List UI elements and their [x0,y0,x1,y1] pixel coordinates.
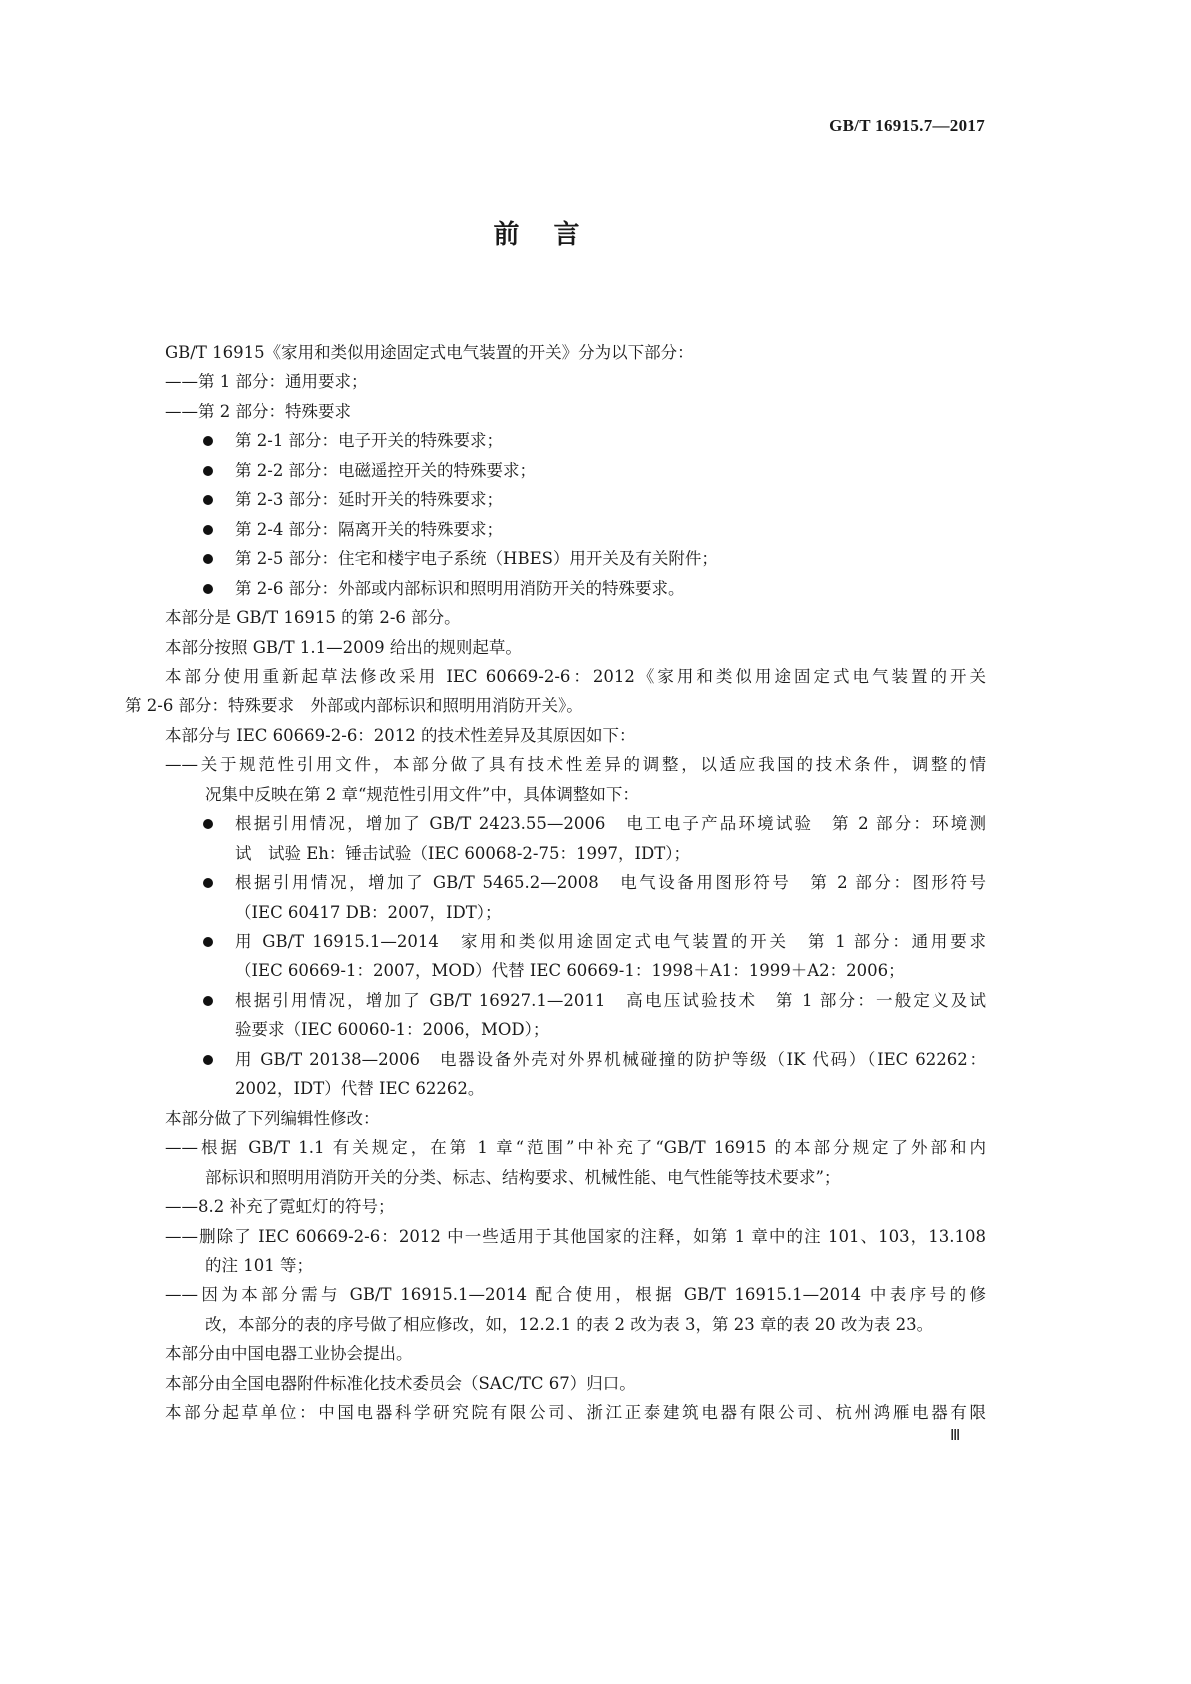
list-item-text: 用 GB/T 20138—2006 电器设备外壳对外界机械碰撞的防护等级（IK 代码）（IEC 62262： [235,1049,986,1069]
paragraph-line: ——关于规范性引用文件，本部分做了具有技术性差异的调整，以适应我国的技术条件，调整的情 [165,755,986,775]
bullet-icon [203,819,213,829]
paragraph-line: 本部分使用重新起草法修改采用 IEC 60669-2-6：2012《家用和类似用途固定式电气装置的开关 [165,666,986,686]
list-item-text: 第 2-6 部分：外部或内部标识和照明用消防开关的特殊要求。 [235,578,685,598]
list-item-text: 第 2-4 部分：隔离开关的特殊要求； [235,519,504,539]
list-item-text: 用 GB/T 16915.1—2014 家用和类似用途固定式电气装置的开关 第 1 部分：通用要求 [235,932,986,951]
bullet-icon [203,937,213,947]
bullet-icon [203,996,213,1006]
paragraph-line: 本部分是 GB/T 16915 的第 2-6 部分。 [165,608,461,628]
list-item-text: 根据引用情况，增加了 GB/T 16927.1—2011 高电压试验技术 第 1 部分：一般定义及试 [235,990,986,1010]
paragraph-line: 况集中反映在第 2 章“规范性引用文件”中，具体调整如下： [205,784,639,804]
paragraph-line: 本部分与 IEC 60669-2-6：2012 的技术性差异及其原因如下： [165,725,636,745]
list-item-text: 验要求（IEC 60060-1：2006，MOD）； [235,1020,550,1040]
bullet-icon [203,878,213,888]
list-item-text: 第 2-1 部分：电子开关的特殊要求； [235,431,504,451]
document-number: GB/T 16915.7—2017 [829,116,985,135]
bullet-icon [203,525,213,535]
paragraph-line: 本部分按照 GB/T 1.1—2009 给出的规则起草。 [165,637,522,657]
paragraph-line: ——因为本部分需与 GB/T 16915.1—2014 配合使用，根据 GB/T 16915.1—2014 中表序号的修 [165,1285,986,1305]
list-item-text: 根据引用情况，增加了 GB/T 5465.2—2008 电气设备用图形符号 第 2 部分：图形符号 [235,873,986,893]
list-item-text: 第 2-5 部分：住宅和楼宇电子系统（HBES）用开关及有关附件； [235,549,718,569]
page-title: 前言 [493,220,614,250]
bullet-icon [203,554,213,564]
paragraph-line: GB/T 16915《家用和类似用途固定式电气装置的开关》分为以下部分： [165,343,694,362]
paragraph-line: 第 2-6 部分：特殊要求 外部或内部标识和照明用消防开关》。 [125,696,583,716]
list-item-text: 第 2-3 部分：延时开关的特殊要求； [235,490,504,510]
list-item-text: 根据引用情况，增加了 GB/T 2423.55—2006 电工电子产品环境试验 第 2 部分：环境测 [235,814,986,834]
bullet-icon [203,436,213,446]
list-item-text: （IEC 60669-1：2007，MOD）代替 IEC 60669-1：1998＋A1：1999＋A2：2006； [235,961,905,981]
paragraph-line: 本部分由全国电器附件标准化技术委员会（SAC/TC 67）归口。 [165,1373,636,1393]
paragraph-line: ——8.2 补充了霓虹灯的符号； [165,1197,395,1217]
bullet-icon [203,584,213,594]
paragraph-line: 本部分由中国电器工业协会提出。 [165,1344,413,1364]
page-number: Ⅲ [950,1428,961,1444]
bullet-icon [203,466,213,476]
paragraph-line: ——第 2 部分：特殊要求 [165,401,351,421]
paragraph-line: 的注 101 等； [205,1255,313,1275]
bullet-icon [203,1055,213,1065]
paragraph-line: ——第 1 部分：通用要求； [165,372,368,392]
paragraph-line: 本部分做了下列编辑性修改： [165,1108,380,1128]
paragraph-line: ——删除了 IEC 60669-2-6：2012 中一些适用于其他国家的注释，如第 1 章中的注 101、103，13.108 [165,1226,986,1246]
list-item-text: （IEC 60417 DB：2007，IDT）； [235,902,502,922]
paragraph-line: 本部分起草单位：中国电器科学研究院有限公司、浙江正泰建筑电器有限公司、杭州鸿雁电器有限 [165,1403,986,1423]
paragraph-line: 部标识和照明用消防开关的分类、标志、结构要求、机械性能、电气性能等技术要求”； [205,1167,841,1187]
list-item-text: 试 试验 Eh：锤击试验（IEC 60068-2-75：1997，IDT）； [235,843,690,863]
paragraph-line: 改，本部分的表的序号做了相应修改，如，12.2.1 的表 2 改为表 3，第 23 章的表 20 改为表 23。 [205,1314,934,1334]
list-item-text: 第 2-2 部分：电磁遥控开关的特殊要求； [235,460,537,480]
bullet-icon [203,495,213,505]
paragraph-line: ——根据 GB/T 1.1 有关规定，在第 1 章“范围”中补充了“GB/T 16915 的本部分规定了外部和内 [165,1138,986,1158]
list-item-text: 2002，IDT）代替 IEC 62262。 [235,1079,485,1099]
